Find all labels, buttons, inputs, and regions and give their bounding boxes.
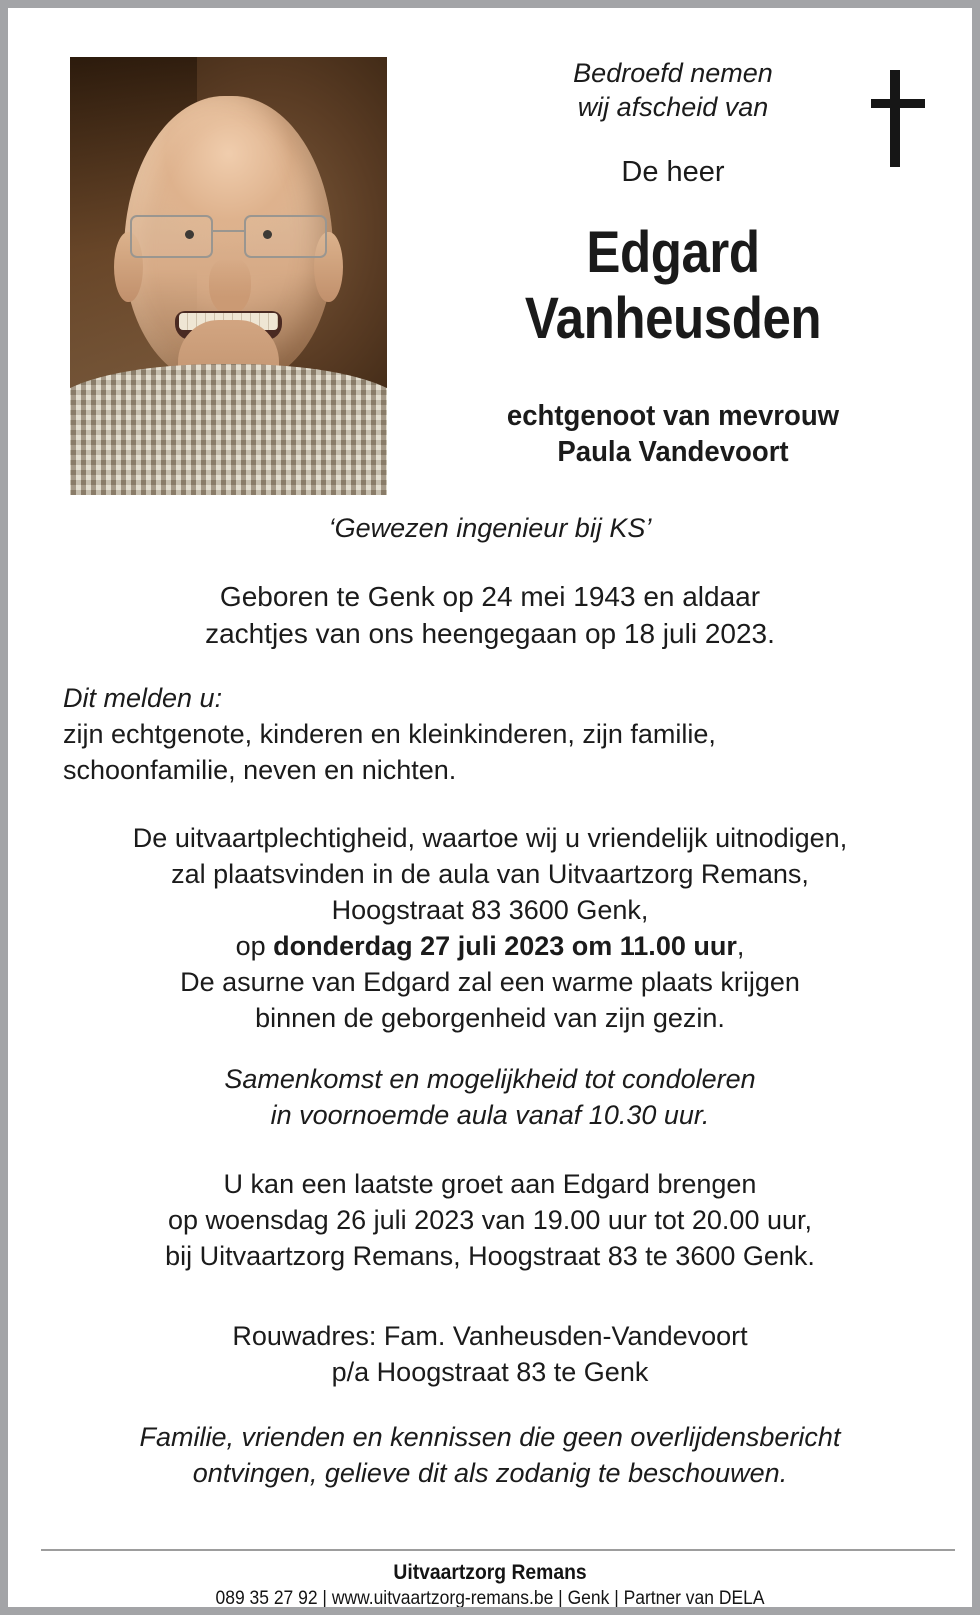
mourning-address-line-2: p/a Hoogstraat 83 te Genk [331,1357,649,1387]
birth-line: Geboren te Genk op 24 mei 1943 en aldaar [219,581,761,612]
death-line: zachtjes van ons heengegaan op 18 juli 2023. [205,618,775,649]
header-right-column [408,8,972,508]
ceremony-line-5: De asurne van Edgard zal een warme plaats krijgen [180,967,800,997]
spouse-label: echtgenoot van mevrouw [506,400,840,432]
ceremony-prefix: op [235,931,274,961]
spouse-info [421,398,925,470]
announcement-lead: Dit melden u: [63,683,223,713]
photo-glasses-bridge [213,230,244,232]
announcement-block [63,680,943,788]
ceremony-line-3: Hoogstraat 83 3600 Genk, [331,895,649,925]
announcement-line-2: schoonfamilie, neven en nichten. [63,755,457,785]
funeral-home-contact: 089 35 27 92 | www.uitvaartzorg-remans.be | Genk | Partner van DELA [215,1588,765,1609]
photo-shirt [70,364,387,495]
closing-line-2: ontvingen, gelieve dit als zodanig te beschouwen. [192,1458,788,1488]
photo-lens-right [244,215,327,259]
spouse-name: Paula Vandevoort [557,436,789,468]
portrait-photo [70,57,387,495]
photo-eye-left [185,230,194,239]
photo-nose [209,258,250,315]
intro-line-1: Bedroefd nemen [573,58,773,88]
ceremony-line-2: zal plaatsvinden in de aula van Uitvaartzorg Remans, [171,859,809,889]
visitation-line-3: bij Uitvaartzorg Remans, Hoogstraat 83 te 3600 Genk. [165,1241,815,1271]
intro-text [408,56,938,124]
ceremony-block [16,820,964,1036]
gathering-line-2: in voornoemde aula vanaf 10.30 uur. [270,1100,710,1130]
footer-divider [41,1549,955,1551]
gathering-line-1: Samenkomst en mogelijkheid tot condoleren [224,1064,756,1094]
motto-text: ‘Gewezen ingenieur bij KS’ [328,513,652,543]
visitation-block [16,1166,964,1274]
first-name: Edgard [586,220,760,285]
footer [16,1559,964,1612]
ceremony-line-6: binnen de geborgenheid van zijn gezin. [255,1003,725,1033]
visitation-line-2: op woensdag 26 juli 2023 van 19.00 uur tot 20.00 uur, [168,1205,812,1235]
deceased-name [440,220,906,352]
mourning-address-block [16,1318,964,1390]
photo-lens-left [130,215,213,259]
header-area [8,8,972,508]
ceremony-line-1: De uitvaartplechtigheid, waartoe wij u vriendelijk uitnodigen, [132,823,848,853]
closing-line-1: Familie, vrienden en kennissen die geen overlijdensbericht [139,1422,841,1452]
funeral-home-name: Uitvaartzorg Remans [393,1561,587,1584]
gathering-block [16,1061,964,1133]
birth-death-info [16,578,964,652]
intro-line-2: wij afscheid van [577,92,769,122]
closing-note [16,1419,964,1491]
mourning-address-line-1: Rouwadres: Fam. Vanheusden-Vandevoort [232,1321,748,1351]
announcement-line-1: zijn echtgenote, kinderen en kleinkinderen, zijn familie, [63,719,716,749]
ceremony-datetime-line [16,928,964,964]
salutation: De heer [621,156,725,188]
ceremony-datetime: donderdag 27 juli 2023 om 11.00 uur [273,931,737,961]
photo-glasses [130,215,327,259]
ceremony-suffix: , [736,931,745,961]
last-name: Vanheusden [524,286,822,351]
visitation-line-1: U kan een laatste groet aan Edgard brengen [223,1169,757,1199]
photo-eye-right [263,230,272,239]
